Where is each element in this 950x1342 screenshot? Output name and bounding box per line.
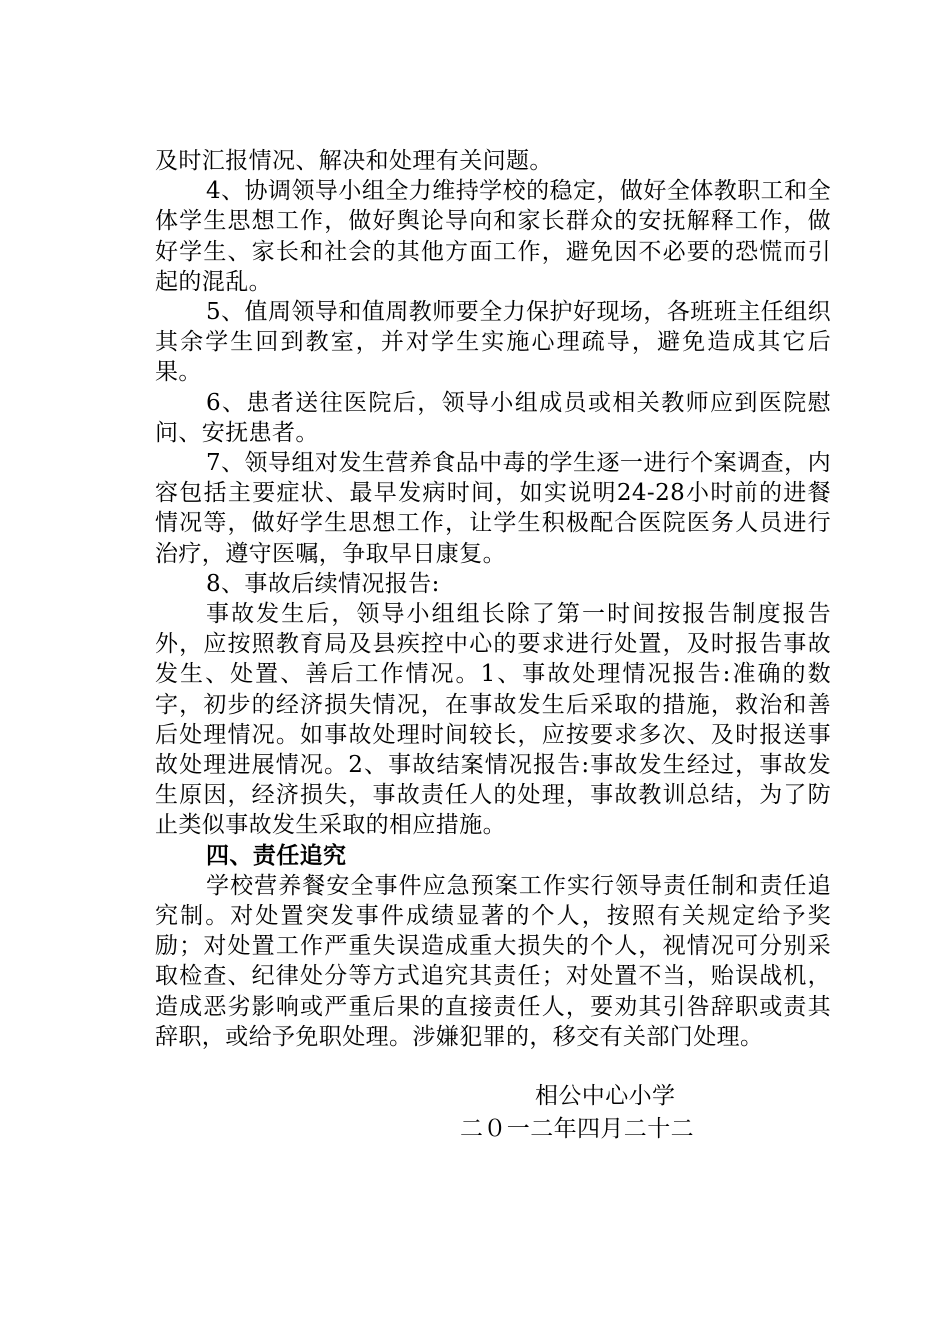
signature-school: 相公中心小学 — [535, 1083, 676, 1109]
section-heading: 四、责任追究 — [206, 841, 347, 869]
section-paragraph: 学校营养餐安全事件应急预案工作实行领导责任制和责任追究制。对处置突发事件成绩显著的个人，按照有关规定给予奖励；对处置工作严重失误造成重大损失的个人，视情况可分别采取检查、纪律处分等方式追究其责任；对处置不当，贻误战机，造成恶劣影响或严重后果的直接责任人，要劝其引咎辞职或责其辞职，或给予免职处理。涉嫌犯罪的，移交有关部门处理。 — [155, 872, 831, 1050]
document-body — [155, 146, 831, 1052]
paragraph-item-7: 7、领导组对发生营养食品中毒的学生逐一进行个案调查，内容包括主要症状、最早发病时间，如实说明24-28小时前的进餐情况等，做好学生思想工作，让学生积极配合医院医务人员进行治疗，遵守医嘱，争取早日康复。 — [155, 450, 831, 567]
paragraph-item-8: 8、事故后续情况报告: — [206, 570, 440, 597]
paragraph-report-details: 事故发生后，领导小组组长除了第一时间按报告制度报告外，应按照教育局及县疾控中心的要求进行处置，及时报告事故发生、处置、善后工作情况。1、事故处理情况报告:准确的数字，初步的经济损失情况，在事故发生后采取的措施，救治和善后处理情况。如事故处理时间较长，应按要求多次、及时报送事故处理进展情况。2、事故结案情况报告:事故发生经过，事故发生原因，经济损失，事故责任人的处理，事故教训总结，为了防止类似事故发生采取的相应措施。 — [155, 601, 831, 839]
paragraph-item-6: 6、患者送往医院后，领导小组成员或相关教师应到医院慰问、安抚患者。 — [155, 389, 831, 446]
signature-block — [460, 1080, 760, 1146]
paragraph-item-4: 4、协调领导小组全力维持学校的稳定，做好全体教职工和全体学生思想工作，做好舆论导向和家长群众的安抚解释工作，做好学生、家长和社会的其他方面工作，避免因不必要的恐慌而引起的混乱。 — [155, 178, 831, 295]
signature-date: 二０一二年四月二十二 — [460, 1116, 694, 1142]
paragraph-continuation: 及时汇报情况、解决和处理有关问题。 — [155, 148, 553, 174]
paragraph-item-5: 5、值周领导和值周教师要全力保护好现场，各班班主任组织其余学生回到教室，并对学生实施心理疏导，避免造成其它后果。 — [155, 299, 831, 386]
